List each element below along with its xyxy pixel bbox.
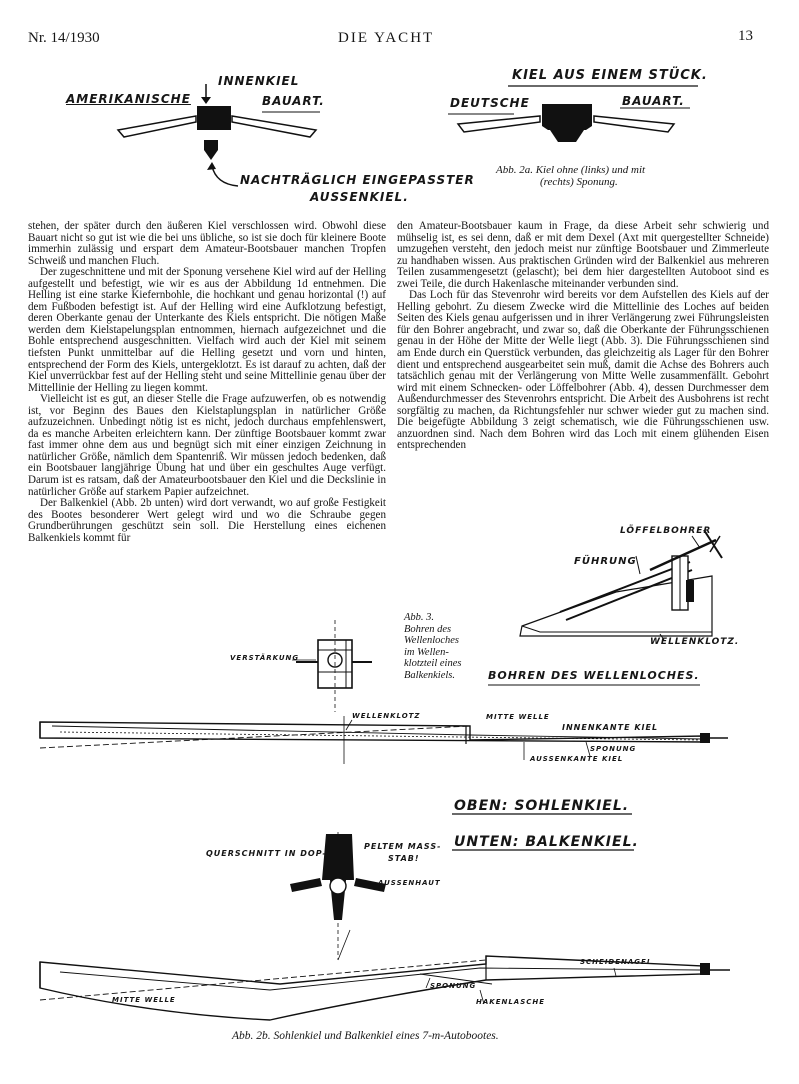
left-paragraph-3: Vielleicht ist es gut, an dieser Stelle die Frage aufzuwerfen, ob es notwendig ist, vor Beginn des Baues den Kielstaplungsplan in natürlicher Größe aufzuzeichnen. Unbedingt nötig ist es nicht, jedoch durchaus empfehlenswert, da es manche Arbeiten erleichtern kann. Der zünftige Bootsbauer kommt zwar fast immer ohne dem aus und begnügt sich mit einer einzigen Zeichnung in natürlicher Größe, nämlich dem Spantenriß. Wir müssen jedoch bedenken, daß ein Bootsbauer langjährige Übung hat und über ein geschultes Auge verfügt. Darum ist es ratsam, daß der Amateurbootsbauer den Kiel und die Deckslinie in natürlicher Größe auf starkem Papier aufzeichnet. (28, 393, 386, 498)
journal-title: DIE YACHT (338, 30, 435, 46)
caption-abb-2a-line1: Abb. 2a. Kiel ohne (links) und mit (496, 164, 646, 176)
issue-number: Nr. 14/1930 (28, 30, 100, 46)
label-verstaerkung: VERSTÄRKUNG (230, 654, 300, 662)
caption-abb-3-line6: Balkenkiels. (404, 669, 456, 681)
caption-abb-3-line5: klotzteil eines (404, 658, 462, 669)
label-bauart-right: BAUART. (622, 94, 685, 108)
label-hakenlasche: HAKENLASCHE (476, 998, 546, 1006)
label-sponung-top: SPONUNG (590, 745, 637, 753)
label-american: AMERIKANISCHE (66, 92, 191, 106)
label-deutsche: DEUTSCHE (450, 96, 530, 110)
label-innenkiel: INNENKIEL (218, 74, 300, 88)
label-querschnitt: QUERSCHNITT IN DOP- (206, 849, 327, 858)
label-aussenkiel: AUSSENKIEL. (310, 190, 409, 204)
label-aussenkante-kiel: AUSSENKANTE KIEL (530, 755, 624, 763)
title-bohren-des-wellenloches: BOHREN DES WELLENLOCHES. (488, 669, 700, 682)
label-aussenhaut: AUSSENHAUT (378, 879, 441, 887)
label-oben-sohlenkiel: OBEN: SOHLENKIEL. (454, 798, 630, 814)
label-wellenklotz-fig2b: WELLENKLOTZ (352, 712, 421, 720)
caption-abb-2a-line2: (rechts) Sponung. (540, 176, 618, 188)
label-innenkante-kiel: INNENKANTE KIEL (562, 723, 659, 732)
left-paragraph-2: Der zugeschnittene und mit der Sponung versehene Kiel wird auf der Helling aufgestellt und befestigt, wie wir es aus der Abbildung 1d entnehmen. Die Helling ist eine starke Kiefernbohle, die hochkant und genau horizontal (!) auf dem Fußboden befestigt ist. Auf der Helling wird eine Aufklotzung befestigt, deren Oberkante genau der Unterkante des Kiels entspricht. Die nötigen Maße werden dem Kielstapelungsplan entnommen, hiernach aufgezeichnet und die Bohle entsprechend ausgeschnitten. Vielfach wird auch der Kiel mit seinem tiefsten Punkt unmittelbar auf die Helling gesetzt und vorn und hinten, entsprechend der Form des Kiels, untergeklotzt. Es ist darauf zu achten, daß der Kiel unverrückbar fest auf der Helling steht und seine Mittellinie genau über der Mittellinie der Helling zu liegen kommt. (28, 266, 386, 394)
label-stab: STAB! (388, 854, 420, 863)
label-bauart-left: BAUART. (262, 94, 325, 108)
page-number: 13 (738, 28, 753, 44)
caption-abb-3-line3: Wellenloches (404, 635, 460, 646)
label-sponung-bottom: SPONUNG (430, 982, 477, 990)
label-pelten-massstab: PELTEM MASS- (364, 842, 442, 851)
label-nachtraeglich: NACHTRÄGLICH EINGEPASSTER (240, 173, 475, 187)
caption-abb-3-line1: Abb. 3. (404, 612, 435, 623)
label-fuehrung: FÜHRUNG (574, 556, 637, 567)
label-wellenklotz-fig3: WELLENKLOTZ. (650, 637, 740, 647)
right-paragraph-1: den Amateur-Bootsbauer kaum in Frage, da diese Arbeit sehr schwierig und mühselig ist, es sei denn, daß er mit dem Dexel (Axt mit quergestellter Schneide) umzugehen versteht, den jedoch meist nur zünftige Bootsbauer und Zimmerleute zu handhaben wissen. Aus praktischen Gründen wird der Balkenkiel aus mehreren Teilen zusammengesetzt (gelascht); bei dem hier dargestellten Autoboot sind es zwei Teile, die durch Hakenlasche miteinander verbunden sind. (397, 220, 769, 290)
caption-abb-3-line4: im Wellen- (404, 646, 449, 658)
label-kiel-aus-einem-stueck: KIEL AUS EINEM STÜCK. (512, 68, 708, 83)
right-paragraph-2: Das Loch für das Stevenrohr wird bereits vor dem Aufstellen des Kiels auf der Helling gebohrt. Zu diesem Zwecke wird die Mittellinie des Loches auf beiden Seiten des Kiels genau aufgerissen und in ihrer Verlängerung zwei Führungsleisten für den Bohrer angebracht, und zwar so, daß die Oberkante der Führungsschienen genau in der Höhe der Mitte der Welle liegt (Abb. 3). Die Führungsschienen sind am Ende durch ein Querstück verbunden, das gleichzeitig als Lager für den Bohrer dient und entsprechend ausgearbeitet sein muß, damit die Achse des Bohrers auch tatsächlich genau mit der Verlängerung von Mitte Welle zusammenfällt. Gebohrt wird mit einem Schnecken- oder Löffelbohrer (Abb. 4), dessen Durchmesser dem Außendurchmesser des Stevenrohrs entspricht. Die Arbeit des Ausbohrens ist recht sorgfältig zu machen, da Richtungsfehler nur schwer wieder gut zu machen sind. Die beigefügte Abbildung 3 zeigt schematisch, wie die Führungsschienen usw. anzuordnen sind. Nach dem Bohren wird das Loch mit einem glühenden Eisen entsprechenden (397, 289, 769, 452)
label-mitte-welle-top: MITTE WELLE (486, 713, 550, 721)
left-paragraph-1: stehen, der später durch den äußeren Kiel verschlossen wird. Obwohl diese Bauart nicht so gut ist wie die bei uns übliche, so ist sie doch für kleinere Boote immerhin zulässig und erspart dem Amateur-Bootsbauer manchen Tropfen Schweiß und manchen Fluch. (28, 220, 386, 267)
label-loeffelbohrer: LÖFFELBOHRER (620, 526, 712, 536)
caption-abb-2b: Abb. 2b. Sohlenkiel und Balkenkiel eines 7-m-Autobootes. (232, 1030, 499, 1042)
caption-abb-3-line2: Bohren des (404, 623, 452, 635)
label-scheidenagel: SCHEIDENAGEL (580, 958, 653, 966)
label-unten-balkenkiel: UNTEN: BALKENKIEL. (454, 834, 639, 850)
left-paragraph-4: Der Balkenkiel (Abb. 2b unten) wird dort verwandt, wo auf große Festigkeit des Bootes besonderer Wert gelegt wird und wo die Schraube gegen Grundberührungen geschützt sein soll. Die Herstellung eines eichenen Balkenkiels kommt für (28, 497, 386, 544)
label-mitte-welle-bottom: MITTE WELLE (112, 996, 176, 1004)
